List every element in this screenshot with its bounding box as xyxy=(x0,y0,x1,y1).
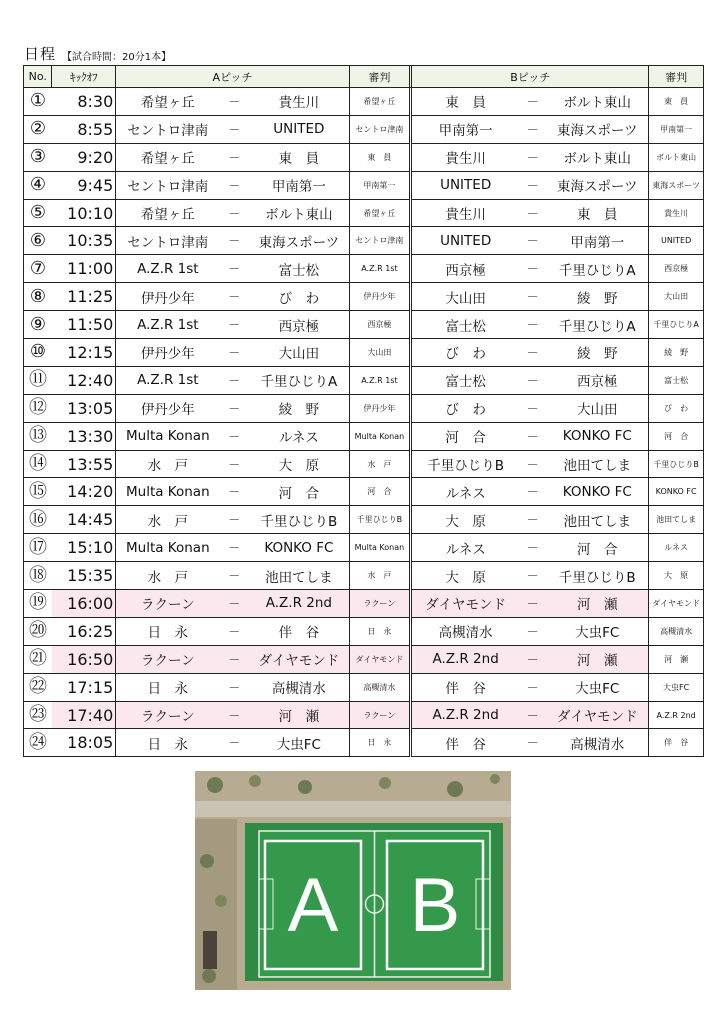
kickoff-time: 11:00 xyxy=(52,255,116,283)
kickoff-time: 11:50 xyxy=(52,311,116,339)
schedule-row xyxy=(24,617,704,645)
pitch-b-referee: 千里ひじりB xyxy=(649,450,704,478)
pitch-a-home-team: セントロ津南 xyxy=(116,171,220,199)
schedule-row xyxy=(24,339,704,367)
pitch-a-referee: 高槻清水 xyxy=(349,673,409,701)
pitch-b-referee: ダイヤモンド xyxy=(649,590,704,618)
pitch-b-home-team: 貴生川 xyxy=(412,199,519,227)
pitch-b-dash: － xyxy=(519,729,546,757)
pitch-b-away-team: 東海スポーツ xyxy=(546,115,649,143)
header-referee-b: 審判 xyxy=(649,66,704,88)
pitch-b-dash: － xyxy=(519,199,546,227)
header-pitch-b: Bピッチ xyxy=(412,66,649,88)
pitch-a-referee: Multa Konan xyxy=(349,534,409,562)
match-number: ㉑ xyxy=(24,645,52,673)
pitch-a-referee: セントロ津南 xyxy=(349,227,409,255)
pitch-b-away-team: KONKO FC xyxy=(546,422,649,450)
table-header-row xyxy=(24,66,704,88)
pitch-a-dash: － xyxy=(219,283,249,311)
pitch-a-home-team: ラクーン xyxy=(116,590,220,618)
pitch-a-referee: 日 永 xyxy=(349,729,409,757)
match-number: ⑨ xyxy=(24,311,52,339)
pitch-b-dash: － xyxy=(519,255,546,283)
pitch-b-away-team: 大山田 xyxy=(546,394,649,422)
kickoff-time: 17:15 xyxy=(52,673,116,701)
pitch-a-home-team: 伊丹少年 xyxy=(116,394,220,422)
match-number: ⑫ xyxy=(24,394,52,422)
pitch-b-dash: － xyxy=(519,394,546,422)
match-number: ⑦ xyxy=(24,255,52,283)
pitch-b-label: B xyxy=(409,863,461,948)
pitch-a-referee: A.Z.R 1st xyxy=(349,255,409,283)
pitch-b-home-team: 伴 谷 xyxy=(412,729,519,757)
pitch-b-away-team: 千里ひじりA xyxy=(546,311,649,339)
schedule-row xyxy=(24,199,704,227)
pitch-b-referee: 甲南第一 xyxy=(649,115,704,143)
schedule-table xyxy=(23,65,704,757)
schedule-row xyxy=(24,366,704,394)
pitch-b-dash: － xyxy=(519,617,546,645)
page-title: 日程 xyxy=(24,45,57,63)
schedule-row xyxy=(24,673,704,701)
pitch-a-dash: － xyxy=(219,171,249,199)
pitch-a-dash: － xyxy=(219,590,249,618)
pitch-a-away-team: 西京極 xyxy=(249,311,349,339)
schedule-row xyxy=(24,88,704,116)
pitch-b-home-team: ルネス xyxy=(412,478,519,506)
pitch-a-dash: － xyxy=(219,311,249,339)
pitch-b-dash: － xyxy=(519,115,546,143)
kickoff-time: 14:45 xyxy=(52,506,116,534)
pitch-b-home-team: 西京極 xyxy=(412,255,519,283)
pitch-b-referee: 大虫FC xyxy=(649,673,704,701)
pitch-b-away-team: 千里ひじりA xyxy=(546,255,649,283)
match-number: ⑭ xyxy=(24,450,52,478)
pitch-a-home-team: セントロ津南 xyxy=(116,227,220,255)
pitch-b-away-team: ボルト東山 xyxy=(546,143,649,171)
pitch-a-label: A xyxy=(287,863,339,948)
schedule-row xyxy=(24,255,704,283)
pitch-a-referee: 伊丹少年 xyxy=(349,283,409,311)
pitch-a-away-team: ボルト東山 xyxy=(249,199,349,227)
pitch-a-away-team: 甲南第一 xyxy=(249,171,349,199)
schedule-row xyxy=(24,506,704,534)
schedule-row xyxy=(24,283,704,311)
pitch-a-dash: － xyxy=(219,227,249,255)
pitch-a-away-team: 河 合 xyxy=(249,478,349,506)
kickoff-time: 10:35 xyxy=(52,227,116,255)
pitch-a-dash: － xyxy=(219,617,249,645)
pitch-a-dash: － xyxy=(219,394,249,422)
pitch-b-home-team: 富士松 xyxy=(412,366,519,394)
header-no: No. xyxy=(24,66,52,88)
pitch-b-home-team: 東 員 xyxy=(412,88,519,116)
pitch-b-home-team: ルネス xyxy=(412,534,519,562)
pitch-a-home-team: Multa Konan xyxy=(116,422,220,450)
pitch-b-away-team: 高槻清水 xyxy=(546,729,649,757)
pitch-a-dash: － xyxy=(219,673,249,701)
pitch-a-home-team: 希望ヶ丘 xyxy=(116,88,220,116)
pitch-b-home-team: 千里ひじりB xyxy=(412,450,519,478)
pitch-a-dash: － xyxy=(219,701,249,729)
pitch-b-home-team: 甲南第一 xyxy=(412,115,519,143)
schedule-row xyxy=(24,534,704,562)
pitch-b-away-team: 甲南第一 xyxy=(546,227,649,255)
pitch-b-away-team: KONKO FC xyxy=(546,478,649,506)
pitch-b-home-team: 大 原 xyxy=(412,562,519,590)
pitch-b-home-team: 高槻清水 xyxy=(412,617,519,645)
schedule-row xyxy=(24,394,704,422)
page-subtitle: 【試合時間：20分1本】 xyxy=(62,52,172,63)
pitch-b-away-team: ダイヤモンド xyxy=(546,701,649,729)
pitch-a-away-team: 大 原 xyxy=(249,450,349,478)
pitch-a-referee: 水 戸 xyxy=(349,450,409,478)
kickoff-time: 8:30 xyxy=(52,88,116,116)
pitch-b-referee: 貴生川 xyxy=(649,199,704,227)
header-referee-a: 審判 xyxy=(349,66,409,88)
pitch-a-home-team: 伊丹少年 xyxy=(116,339,220,367)
pitch-b-away-team: 大虫FC xyxy=(546,617,649,645)
pitch-a-home-team: セントロ津南 xyxy=(116,115,220,143)
pitch-a-dash: － xyxy=(219,478,249,506)
schedule-row xyxy=(24,227,704,255)
schedule-row xyxy=(24,311,704,339)
pitch-a-referee: Multa Konan xyxy=(349,422,409,450)
pitch-b-dash: － xyxy=(519,143,546,171)
match-number: ⑧ xyxy=(24,283,52,311)
pitch-b-home-team: A.Z.R 2nd xyxy=(412,701,519,729)
pitch-a-home-team: ラクーン xyxy=(116,645,220,673)
pitch-b-away-team: 東 員 xyxy=(546,199,649,227)
pitch-b-referee: 東海スポーツ xyxy=(649,171,704,199)
pitch-b-home-team: 河 合 xyxy=(412,422,519,450)
pitch-a-home-team: 水 戸 xyxy=(116,506,220,534)
pitch-a-referee: ラクーン xyxy=(349,701,409,729)
match-number: ⑯ xyxy=(24,506,52,534)
pitch-a-referee: 西京極 xyxy=(349,311,409,339)
pitch-a-away-team: 綾 野 xyxy=(249,394,349,422)
match-number: ④ xyxy=(24,171,52,199)
match-number: ⑩ xyxy=(24,339,52,367)
kickoff-time: 11:25 xyxy=(52,283,116,311)
match-number: ⑮ xyxy=(24,478,52,506)
pitch-b-dash: － xyxy=(519,283,546,311)
pitch-a-referee: 希望ヶ丘 xyxy=(349,88,409,116)
schedule-row xyxy=(24,143,704,171)
pitch-a-referee: 河 合 xyxy=(349,478,409,506)
pitch-a-away-team: 池田てしま xyxy=(249,562,349,590)
pitch-b-home-team: び わ xyxy=(412,339,519,367)
pitch-b-away-team: 綾 野 xyxy=(546,283,649,311)
pitch-b-home-team: 貴生川 xyxy=(412,143,519,171)
kickoff-time: 15:10 xyxy=(52,534,116,562)
pitch-b-home-team: 伴 谷 xyxy=(412,673,519,701)
pitch-b-away-team: ボルト東山 xyxy=(546,88,649,116)
schedule-row xyxy=(24,422,704,450)
pitch-b-away-team: 千里ひじりB xyxy=(546,562,649,590)
pitch-b-dash: － xyxy=(519,171,546,199)
pitch-a-away-team: び わ xyxy=(249,283,349,311)
pitch-b-away-team: 池田てしま xyxy=(546,506,649,534)
pitch-b-referee: 池田てしま xyxy=(649,506,704,534)
pitch-a-home-team: 水 戸 xyxy=(116,450,220,478)
schedule-row xyxy=(24,729,704,757)
pitch-b-home-team: A.Z.R 2nd xyxy=(412,645,519,673)
pitch-a-dash: － xyxy=(219,562,249,590)
pitch-a-referee: 水 戸 xyxy=(349,562,409,590)
match-number: ⑤ xyxy=(24,199,52,227)
pitch-a-referee: セントロ津南 xyxy=(349,115,409,143)
pitch-b-dash: － xyxy=(519,562,546,590)
match-number: ⑰ xyxy=(24,534,52,562)
pitch-a-dash: － xyxy=(219,88,249,116)
pitch-a-dash: － xyxy=(219,199,249,227)
pitch-a-dash: － xyxy=(219,115,249,143)
pitch-b-referee: A.Z.R 2nd xyxy=(649,701,704,729)
pitch-a-home-team: 日 永 xyxy=(116,729,220,757)
pitch-a-referee: A.Z.R 1st xyxy=(349,366,409,394)
pitch-a-dash: － xyxy=(219,143,249,171)
pitch-a-referee: 千里ひじりB xyxy=(349,506,409,534)
pitch-b-dash: － xyxy=(519,422,546,450)
schedule-row xyxy=(24,115,704,143)
pitch-b-away-team: 池田てしま xyxy=(546,450,649,478)
schedule-rows xyxy=(24,88,704,757)
match-number: ⑥ xyxy=(24,227,52,255)
pitch-a-dash: － xyxy=(219,422,249,450)
pitch-b-dash: － xyxy=(519,88,546,116)
pitch-b-home-team: 富士松 xyxy=(412,311,519,339)
pitch-b-dash: － xyxy=(519,450,546,478)
pitch-a-away-team: 貴生川 xyxy=(249,88,349,116)
kickoff-time: 16:00 xyxy=(52,590,116,618)
pitch-a-home-team: Multa Konan xyxy=(116,534,220,562)
pitch-a-away-team: 東 員 xyxy=(249,143,349,171)
pitch-a-referee: 甲南第一 xyxy=(349,171,409,199)
pitch-a-dash: － xyxy=(219,339,249,367)
kickoff-time: 13:05 xyxy=(52,394,116,422)
pitch-b-away-team: 西京極 xyxy=(546,366,649,394)
pitch-a-referee: 大山田 xyxy=(349,339,409,367)
pitch-a-away-team: 河 瀬 xyxy=(249,701,349,729)
pitch-b-referee: 大 原 xyxy=(649,562,704,590)
pitch-a-home-team: 日 永 xyxy=(116,673,220,701)
pitch-b-dash: － xyxy=(519,478,546,506)
pitch-a-away-team: 富士松 xyxy=(249,255,349,283)
pitch-b-dash: － xyxy=(519,534,546,562)
match-number: ⑱ xyxy=(24,562,52,590)
header-kickoff: ｷｯｸｵﾌ xyxy=(52,66,116,88)
pitch-b-referee: 西京極 xyxy=(649,255,704,283)
pitch-b-referee: 高槻清水 xyxy=(649,617,704,645)
pitch-b-home-team: 大山田 xyxy=(412,283,519,311)
match-number: ① xyxy=(24,88,52,116)
page-heading xyxy=(24,46,171,64)
match-number: ㉓ xyxy=(24,701,52,729)
schedule-row xyxy=(24,645,704,673)
pitch-b-referee: び わ xyxy=(649,394,704,422)
kickoff-time: 18:05 xyxy=(52,729,116,757)
pitch-b-dash: － xyxy=(519,227,546,255)
schedule-row xyxy=(24,701,704,729)
kickoff-time: 13:55 xyxy=(52,450,116,478)
pitch-b-dash: － xyxy=(519,701,546,729)
pitch-b-away-team: 河 瀬 xyxy=(546,645,649,673)
pitch-a-away-team: A.Z.R 2nd xyxy=(249,590,349,618)
field-map-image xyxy=(195,771,511,990)
match-number: ② xyxy=(24,115,52,143)
match-number: ⑲ xyxy=(24,590,52,618)
pitch-b-referee: 河 瀬 xyxy=(649,645,704,673)
pitch-a-home-team: ラクーン xyxy=(116,701,220,729)
pitch-b-away-team: 河 合 xyxy=(546,534,649,562)
kickoff-time: 16:50 xyxy=(52,645,116,673)
pitch-a-dash: － xyxy=(219,534,249,562)
pitch-a-away-team: 千里ひじりA xyxy=(249,366,349,394)
pitch-a-home-team: 希望ヶ丘 xyxy=(116,143,220,171)
pitch-b-referee: 河 合 xyxy=(649,422,704,450)
kickoff-time: 13:30 xyxy=(52,422,116,450)
kickoff-time: 12:40 xyxy=(52,366,116,394)
pitch-a-away-team: ダイヤモンド xyxy=(249,645,349,673)
match-number: ⑬ xyxy=(24,422,52,450)
pitch-b-away-team: 河 瀬 xyxy=(546,590,649,618)
pitch-a-away-team: KONKO FC xyxy=(249,534,349,562)
match-number: ㉒ xyxy=(24,673,52,701)
kickoff-time: 17:40 xyxy=(52,701,116,729)
pitch-a-home-team: 日 永 xyxy=(116,617,220,645)
schedule-row xyxy=(24,590,704,618)
kickoff-time: 14:20 xyxy=(52,478,116,506)
schedule-row xyxy=(24,450,704,478)
kickoff-time: 9:20 xyxy=(52,143,116,171)
pitch-a-referee: ダイヤモンド xyxy=(349,645,409,673)
pitch-a-dash: － xyxy=(219,645,249,673)
pitch-a-home-team: A.Z.R 1st xyxy=(116,366,220,394)
pitch-b-home-team: ダイヤモンド xyxy=(412,590,519,618)
match-number: ㉔ xyxy=(24,729,52,757)
pitch-a-away-team: 東海スポーツ xyxy=(249,227,349,255)
pitch-a-home-team: Multa Konan xyxy=(116,478,220,506)
pitch-a-referee: ラクーン xyxy=(349,590,409,618)
pitch-a-dash: － xyxy=(219,366,249,394)
match-number: ③ xyxy=(24,143,52,171)
pitch-b-dash: － xyxy=(519,673,546,701)
schedule-row xyxy=(24,171,704,199)
match-number: ⑪ xyxy=(24,366,52,394)
pitch-b-referee: 東 員 xyxy=(649,88,704,116)
kickoff-time: 9:45 xyxy=(52,171,116,199)
pitch-a-away-team: 伴 谷 xyxy=(249,617,349,645)
pitch-b-dash: － xyxy=(519,311,546,339)
pitch-a-dash: － xyxy=(219,255,249,283)
kickoff-time: 12:15 xyxy=(52,339,116,367)
schedule-row xyxy=(24,478,704,506)
pitch-b-home-team: 大 原 xyxy=(412,506,519,534)
pitch-b-referee: ボルト東山 xyxy=(649,143,704,171)
field-aerial-svg xyxy=(195,771,511,990)
pitch-b-dash: － xyxy=(519,590,546,618)
pitch-a-away-team: UNITED xyxy=(249,115,349,143)
pitch-b-referee: UNITED xyxy=(649,227,704,255)
schedule-row xyxy=(24,562,704,590)
pitch-b-referee: 伴 谷 xyxy=(649,729,704,757)
header-pitch-a: Aピッチ xyxy=(116,66,350,88)
pitch-a-referee: 東 員 xyxy=(349,143,409,171)
pitch-a-dash: － xyxy=(219,450,249,478)
pitch-a-home-team: 伊丹少年 xyxy=(116,283,220,311)
pitch-b-referee: KONKO FC xyxy=(649,478,704,506)
pitch-a-home-team: A.Z.R 1st xyxy=(116,255,220,283)
pitch-a-away-team: 大虫FC xyxy=(249,729,349,757)
pitch-b-away-team: 東海スポーツ xyxy=(546,171,649,199)
pitch-a-referee: 日 永 xyxy=(349,617,409,645)
kickoff-time: 10:10 xyxy=(52,199,116,227)
pitch-b-home-team: UNITED xyxy=(412,227,519,255)
pitch-b-referee: ルネス xyxy=(649,534,704,562)
pitch-a-home-team: 希望ヶ丘 xyxy=(116,199,220,227)
pitch-a-away-team: 大山田 xyxy=(249,339,349,367)
pitch-a-home-team: 水 戸 xyxy=(116,562,220,590)
pitch-a-away-team: 千里ひじりB xyxy=(249,506,349,534)
match-number: ⑳ xyxy=(24,617,52,645)
pitch-b-dash: － xyxy=(519,645,546,673)
pitch-b-dash: － xyxy=(519,339,546,367)
kickoff-time: 16:25 xyxy=(52,617,116,645)
kickoff-time: 15:35 xyxy=(52,562,116,590)
pitch-a-home-team: A.Z.R 1st xyxy=(116,311,220,339)
pitch-b-away-team: 綾 野 xyxy=(546,339,649,367)
pitch-b-referee: 富士松 xyxy=(649,366,704,394)
pitch-a-away-team: ルネス xyxy=(249,422,349,450)
pitch-a-dash: － xyxy=(219,729,249,757)
pitch-b-referee: 綾 野 xyxy=(649,339,704,367)
pitch-b-referee: 大山田 xyxy=(649,283,704,311)
pitch-a-away-team: 高槻清水 xyxy=(249,673,349,701)
pitch-b-dash: － xyxy=(519,366,546,394)
pitch-b-referee: 千里ひじりA xyxy=(649,311,704,339)
kickoff-time: 8:55 xyxy=(52,115,116,143)
pitch-a-dash: － xyxy=(219,506,249,534)
pitch-b-away-team: 大虫FC xyxy=(546,673,649,701)
pitch-b-dash: － xyxy=(519,506,546,534)
pitch-b-home-team: び わ xyxy=(412,394,519,422)
pitch-a-referee: 希望ヶ丘 xyxy=(349,199,409,227)
pitch-a-referee: 伊丹少年 xyxy=(349,394,409,422)
pitch-b-home-team: UNITED xyxy=(412,171,519,199)
